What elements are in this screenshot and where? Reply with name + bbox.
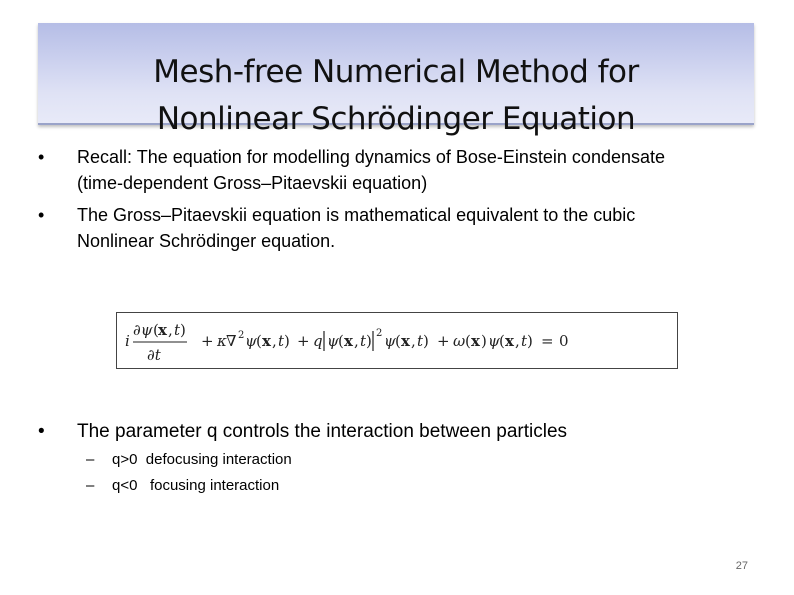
equation-box xyxy=(116,312,678,369)
svg-text:+: + xyxy=(297,332,310,350)
svg-text:∇: ∇ xyxy=(226,332,237,350)
slide-title-line-2: Nonlinear Schrödinger Equation xyxy=(156,101,636,137)
svg-text:ψ: ψ xyxy=(245,332,257,350)
svg-text:): ) xyxy=(366,332,372,350)
svg-text:(: ( xyxy=(256,332,262,350)
svg-text:ω: ω xyxy=(453,332,466,350)
svg-text:(: ( xyxy=(499,332,505,350)
svg-text:2: 2 xyxy=(376,328,383,339)
svg-text:): ) xyxy=(481,332,487,350)
svg-text:t: t xyxy=(278,332,285,350)
svg-text:(: ( xyxy=(465,332,471,350)
svg-text:i: i xyxy=(125,332,130,350)
svg-text:,: , xyxy=(168,321,173,339)
bullet-dot: • xyxy=(38,205,45,225)
sub-bullet-1-text: q>0 defocusing interaction xyxy=(112,451,292,468)
svg-text:,: , xyxy=(354,332,359,350)
svg-text:t: t xyxy=(417,332,424,350)
sub-bullet-dash: – xyxy=(86,477,95,494)
svg-text:κ: κ xyxy=(217,332,227,350)
svg-text:x: x xyxy=(505,332,514,350)
svg-text:ψ: ψ xyxy=(488,332,500,350)
svg-text:(: ( xyxy=(395,332,401,350)
svg-text:q: q xyxy=(313,332,323,350)
bullet-2-line-2: Nonlinear Schrödinger equation. xyxy=(77,231,336,251)
svg-text:+: + xyxy=(437,332,450,350)
svg-text:,: , xyxy=(411,332,416,350)
svg-text:): ) xyxy=(180,321,186,339)
svg-text:x: x xyxy=(471,332,480,350)
svg-text:,: , xyxy=(515,332,520,350)
svg-text:(: ( xyxy=(153,321,159,339)
equation-graphic xyxy=(117,313,677,368)
page-number: 27 xyxy=(735,560,748,572)
svg-text:+: + xyxy=(201,332,214,350)
svg-text:): ) xyxy=(423,332,429,350)
svg-text:t: t xyxy=(521,332,528,350)
bullet-dot: • xyxy=(38,147,45,167)
svg-text:t: t xyxy=(360,332,367,350)
svg-text:): ) xyxy=(527,332,533,350)
svg-text:∂t: ∂t xyxy=(147,346,161,364)
svg-text:t: t xyxy=(174,321,181,339)
bullet-1-line-1: Recall: The equation for modelling dynamics of Bose-Einstein condensate xyxy=(77,147,666,167)
sub-bullet-dash: – xyxy=(86,451,95,468)
svg-text:): ) xyxy=(284,332,290,350)
title-band xyxy=(38,23,754,137)
svg-text:ψ: ψ xyxy=(327,332,339,350)
svg-text:=: = xyxy=(541,332,554,350)
svg-text:x: x xyxy=(158,321,167,339)
svg-text:x: x xyxy=(344,332,353,350)
svg-text:∂ψ: ∂ψ xyxy=(133,321,153,339)
svg-text:ψ: ψ xyxy=(384,332,396,350)
svg-text:x: x xyxy=(262,332,271,350)
svg-text:2: 2 xyxy=(238,330,245,341)
svg-text:,: , xyxy=(272,332,277,350)
sub-bullet-2-text: q<0 focusing interaction xyxy=(112,477,280,494)
bullet-2-line-1: The Gross–Pitaevskii equation is mathematical equivalent to the cubic xyxy=(77,205,636,225)
bullet-1-line-2: (time-dependent Gross–Pitaevskii equation) xyxy=(77,173,428,193)
slide-title-line-1: Mesh-free Numerical Method for xyxy=(153,54,639,90)
bullet-3-line-1: The parameter q controls the interaction between particles xyxy=(77,421,568,442)
svg-text:x: x xyxy=(401,332,410,350)
svg-text:(: ( xyxy=(338,332,344,350)
svg-text:0: 0 xyxy=(559,332,569,350)
bullet-dot: • xyxy=(38,421,45,442)
